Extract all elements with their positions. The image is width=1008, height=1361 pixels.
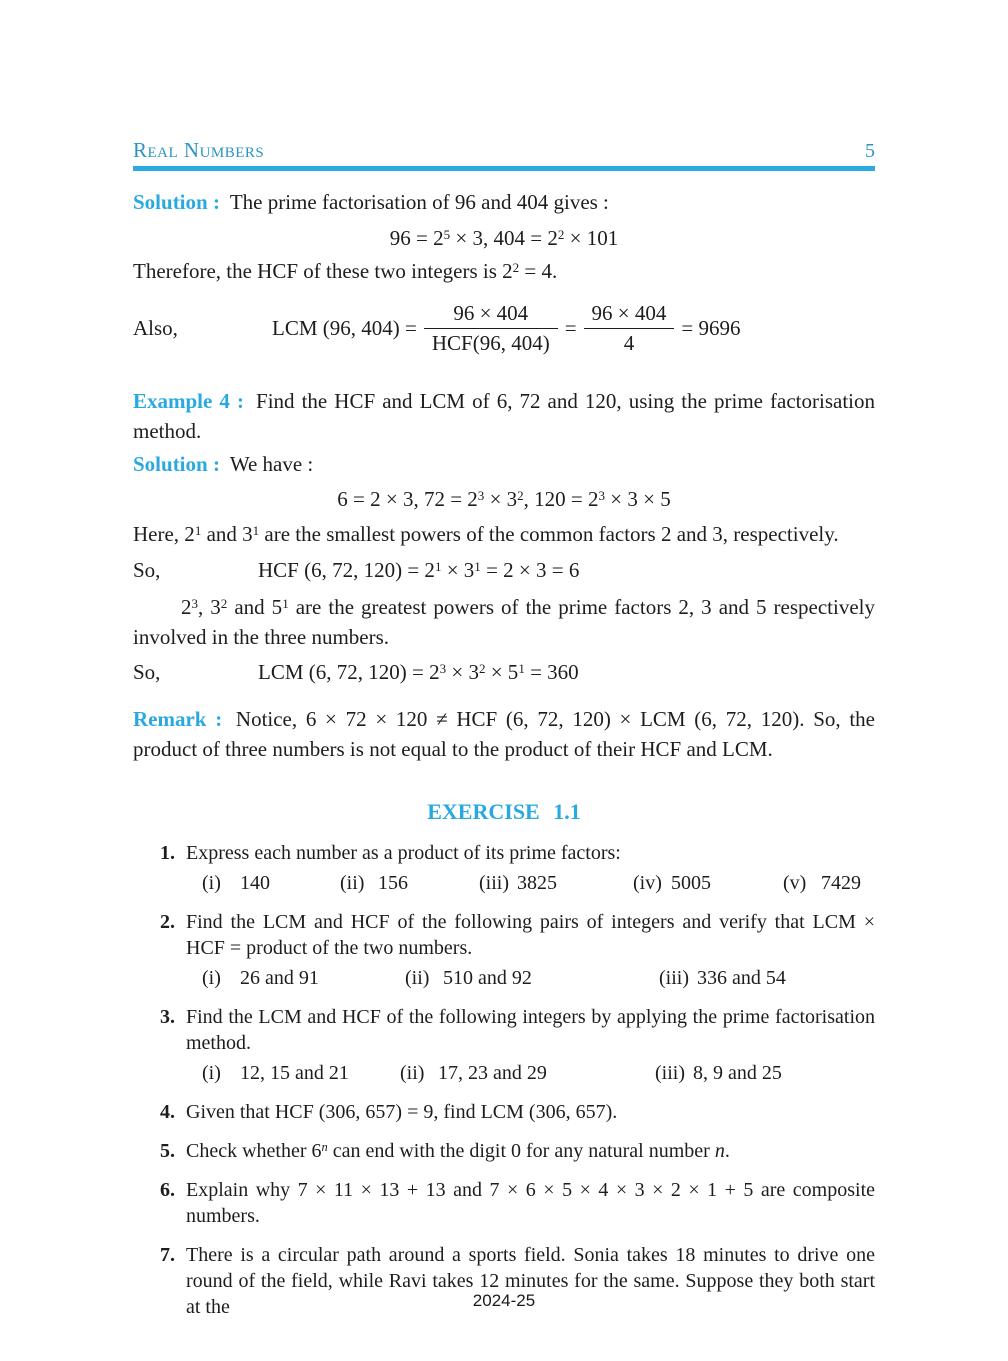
option-label: (iii) bbox=[479, 872, 509, 894]
exercise-item-3 bbox=[133, 1004, 875, 1086]
example4-lead: Example 4 : bbox=[133, 389, 244, 413]
option bbox=[340, 870, 479, 896]
item-3-options bbox=[186, 1060, 875, 1086]
so-label-1: So, bbox=[133, 558, 161, 582]
item-number: 4. bbox=[160, 1101, 175, 1123]
fraction-2-denominator: 4 bbox=[584, 328, 675, 357]
option-label: (iii) bbox=[659, 967, 689, 989]
option bbox=[659, 965, 786, 991]
option-value: 336 and 54 bbox=[697, 967, 786, 989]
option-value: 5005 bbox=[671, 872, 711, 894]
option bbox=[479, 870, 633, 896]
example4-text: Find the HCF and LCM of 6, 72 and 120, using the prime factorisation method. bbox=[133, 389, 876, 443]
option bbox=[405, 965, 659, 991]
item-1-options bbox=[186, 870, 875, 896]
fraction-1-denominator: HCF(96, 404) bbox=[424, 328, 558, 357]
option bbox=[655, 1060, 782, 1086]
exercise-item-5 bbox=[133, 1138, 875, 1164]
item-text: There is a circular path around a sports field. Sonia takes 18 minutes to drive one round of the field, while Ravi takes 12 minutes for the same. Suppose they both start at the bbox=[186, 1244, 875, 1318]
option-value: 510 and 92 bbox=[443, 967, 532, 989]
chapter-title: Real Numbers bbox=[133, 138, 265, 162]
equation-prime-factorisation: $96 = 2^5 \times 3$, $404 = 2^2 \times 101$ bbox=[389, 226, 619, 250]
item-text: Given that HCF (306, 657) = 9, find LCM (306, 657). bbox=[186, 1101, 618, 1123]
equation-factorisations: 6 = 2 × 3, $72 = 2^3 \times 3^2$, $120 = 2^3 \times 3 \times 5$ bbox=[337, 487, 671, 511]
option bbox=[783, 870, 861, 896]
fraction-2 bbox=[584, 300, 675, 357]
remark-text: Notice, 6 × 72 × 120 ≠ HCF (6, 72, 120) × LCM (6, 72, 120). So, the product of three numbers is not equal to the product of their HCF and LCM. bbox=[133, 707, 875, 761]
smallest-powers-paragraph: Here, $2^1$ and $3^1$ are the smallest powers of the common factors 2 and 3, respectively. bbox=[133, 522, 839, 546]
option bbox=[202, 1060, 400, 1086]
solution-text: The prime factorisation of 96 and 404 gives : bbox=[229, 190, 609, 214]
option bbox=[202, 870, 340, 896]
lcm-result-line bbox=[133, 657, 875, 687]
option-value: 156 bbox=[378, 872, 408, 894]
option-label: (i) bbox=[202, 872, 221, 894]
option-label: (iii) bbox=[655, 1062, 685, 1084]
solution-lead: Solution : bbox=[133, 190, 220, 214]
option-value: 140 bbox=[240, 872, 270, 894]
item-text: Express each number as a product of its prime factors: bbox=[186, 842, 621, 864]
fraction-1-numerator: 96 × 404 bbox=[453, 300, 529, 325]
solution2-paragraph bbox=[133, 449, 875, 479]
option-value: 12, 15 and 21 bbox=[240, 1062, 349, 1084]
option bbox=[202, 965, 405, 991]
lcm-lhs: LCM (96, 404) = bbox=[272, 316, 417, 340]
item-number: 1. bbox=[160, 842, 175, 864]
item-2-options bbox=[186, 965, 875, 991]
item-text: Find the LCM and HCF of the following integers by applying the prime factorisation method. bbox=[186, 1006, 875, 1054]
solution-paragraph bbox=[133, 187, 875, 217]
item-number: 6. bbox=[160, 1179, 175, 1201]
lcm-equation-line bbox=[133, 296, 875, 360]
page-header bbox=[133, 0, 875, 171]
option-value: 17, 23 and 29 bbox=[438, 1062, 547, 1084]
option-value: 3825 bbox=[517, 872, 557, 894]
option-label: (ii) bbox=[405, 967, 430, 989]
solution2-lead: Solution : bbox=[133, 452, 220, 476]
exercise-item-2 bbox=[133, 909, 875, 991]
option bbox=[400, 1060, 655, 1086]
option-value: 26 and 91 bbox=[240, 967, 319, 989]
item-number: 5. bbox=[160, 1140, 175, 1162]
fraction-2-numerator: 96 × 404 bbox=[591, 300, 667, 325]
item-text: Check whether 6$^n$ can end with the digit 0 for any natural number n. bbox=[186, 1140, 730, 1162]
item-number: 7. bbox=[160, 1244, 175, 1266]
so-label-2: So, bbox=[133, 660, 161, 684]
option-label: (v) bbox=[783, 872, 807, 894]
option-label: (i) bbox=[202, 1062, 221, 1084]
item-number: 2. bbox=[160, 911, 175, 933]
option-value: 8, 9 and 25 bbox=[693, 1062, 782, 1084]
item-text: Find the LCM and HCF of the following pairs of integers and verify that LCM × HCF = product of the two numbers. bbox=[186, 911, 875, 959]
exercise-item-6 bbox=[133, 1177, 875, 1229]
exercise-item-4 bbox=[133, 1099, 875, 1125]
exercise-item-1 bbox=[133, 840, 875, 896]
also-label: Also, bbox=[133, 316, 178, 340]
remark-lead: Remark : bbox=[133, 707, 223, 731]
hcf-result-line bbox=[133, 555, 875, 585]
greatest-powers-paragraph: $2^3$, $3^2$ and $5^1$ are the greatest powers of the prime factors 2, 3 and 5 respectively involved in the three numbers. bbox=[133, 595, 876, 649]
option-label: (ii) bbox=[340, 872, 365, 894]
page-number: 5 bbox=[865, 140, 875, 162]
therefore-paragraph: Therefore, the HCF of these two integers is $2^2 = 4$. bbox=[133, 259, 558, 283]
option-label: (iv) bbox=[633, 872, 662, 894]
lcm-result: = 9696 bbox=[681, 316, 741, 340]
footer-edition: 2024-25 bbox=[472, 1291, 536, 1310]
remark-paragraph bbox=[133, 704, 875, 764]
item-text: Explain why 7 × 11 × 13 + 13 and 7 × 6 × 5 × 4 × 3 × 2 × 1 + 5 are composite numbers. bbox=[186, 1179, 875, 1227]
equals-sign: = bbox=[564, 316, 577, 340]
header-rule bbox=[133, 166, 875, 171]
option-value: 7429 bbox=[821, 872, 861, 894]
lcm-equation-2: LCM (6, 72, $120) = 2^3 \times 3^2 \times 5^1 = 360$ bbox=[258, 660, 579, 684]
option-label: (i) bbox=[202, 967, 221, 989]
hcf-equation: HCF (6, 72, $120) = 2^1 \times 3^1 = 2 \times 3 = 6$ bbox=[258, 558, 580, 582]
fraction-1 bbox=[424, 300, 558, 357]
example4-paragraph bbox=[133, 386, 875, 446]
lcm-equation bbox=[272, 300, 740, 357]
option bbox=[633, 870, 783, 896]
item-number: 3. bbox=[160, 1006, 175, 1028]
option-label: (ii) bbox=[400, 1062, 425, 1084]
solution2-text: We have : bbox=[229, 452, 314, 476]
exercise-title: EXERCISE 1.1 bbox=[427, 799, 581, 824]
